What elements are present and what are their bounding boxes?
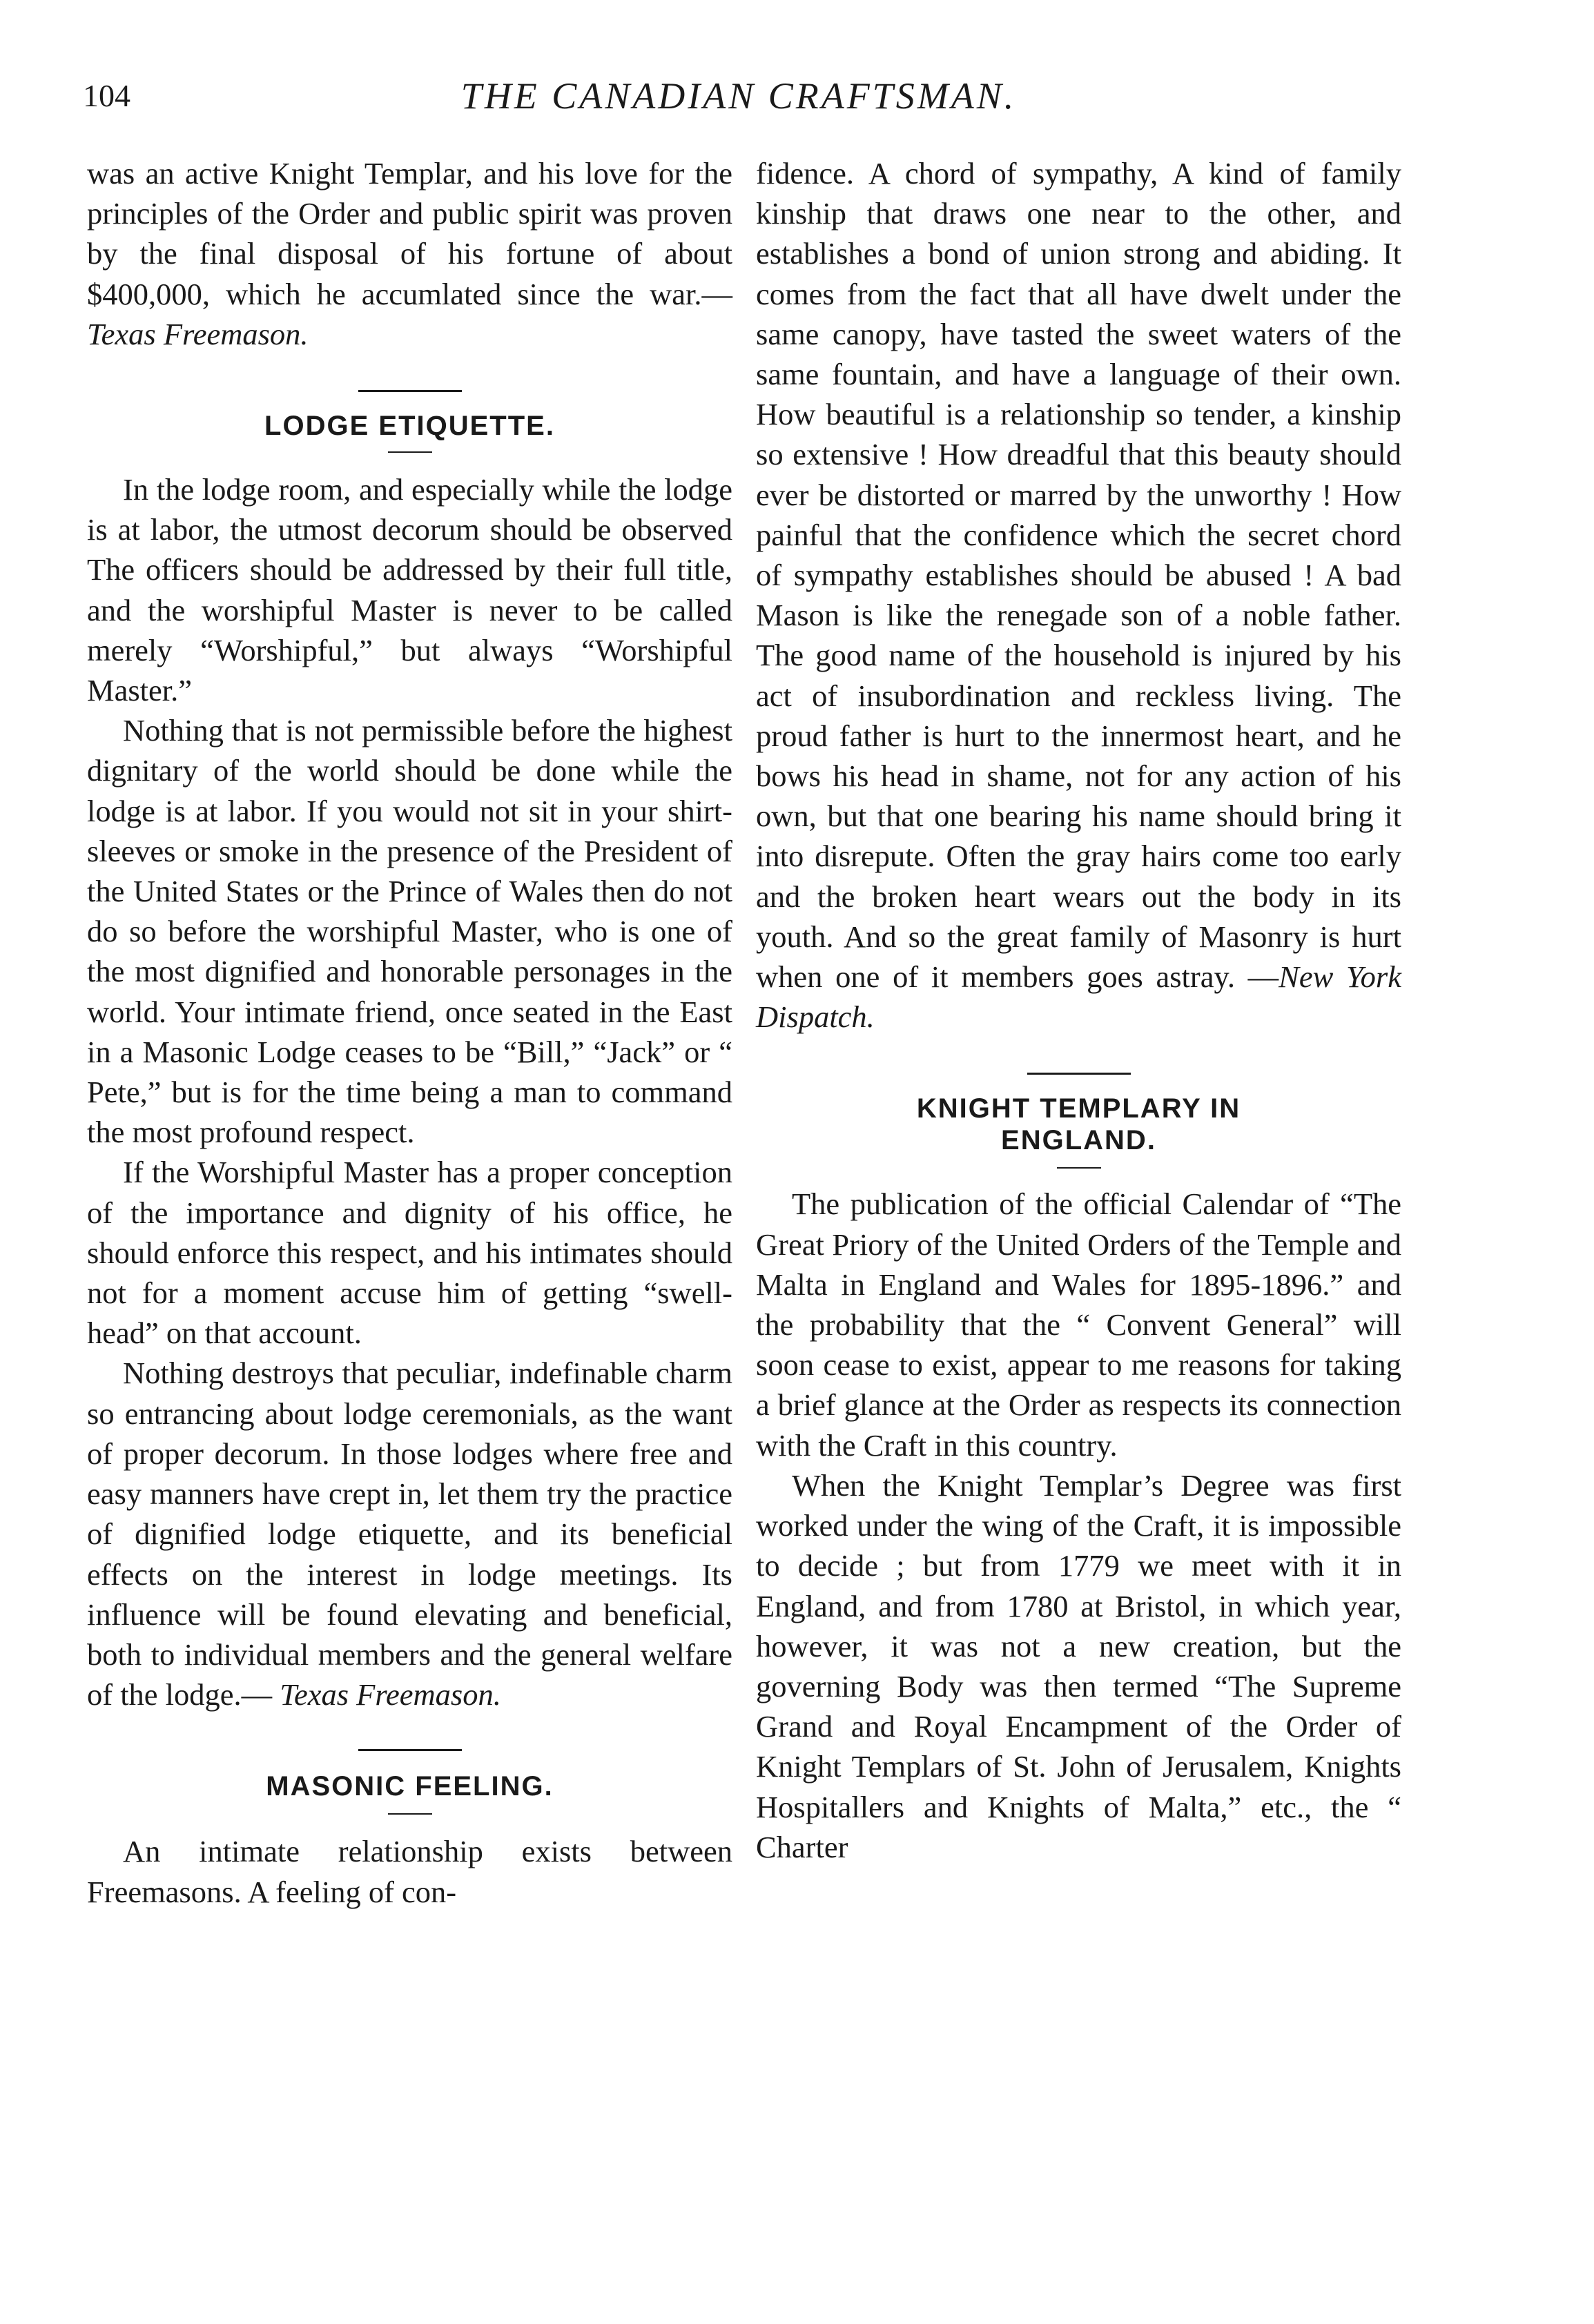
- knight-templary-paragraph-2: When the Knight Templar’s Degree was first worked under the wing of the Craft, it is impossible to decide ; but from 1779 we meet with it in England, and from 1780 at Bristol, in which year, however, it was not a new creation, but the governing Body was then termed “The Supreme Grand and Royal Encampment of the Order of Knight Templars of St. John of Jerusalem, Knights Hospitallers and Knights of Malta,” etc., the “ Charter: [756, 1467, 1401, 1864]
- left-column: [87, 153, 732, 1912]
- lodge-etiquette-paragraph-3: If the Worshipful Master has a proper conception of the importance and dignity of his office, he should enforce this respect, and his intimates should not for a moment accuse him of getting “swell-head” on that account.: [87, 1155, 732, 1351]
- heading-knight-templary-line2: ENGLAND.: [1001, 1125, 1156, 1156]
- lodge-etiquette-paragraph-4-text: Nothing destroys that peculiar, indefinable charm so entrancing about lodge ceremonials, as the want of proper decorum. In those lodges where free and easy manners have crept in, let them try the practice of dignified lodge etiquette, and its beneficial effects on the interest in lodge meetings. Its influence will be found elevating and beneficial, both to individual members and the general welfare of the lodge.—: [87, 1356, 732, 1712]
- running-title: THE CANADIAN CRAFTSMAN.: [460, 75, 1017, 117]
- heading-masonic-feeling: MASONIC FEELING.: [266, 1771, 554, 1802]
- page-number: 104: [83, 78, 130, 113]
- lodge-etiquette-paragraph-4: [87, 1353, 732, 1715]
- lodge-etiquette-citation: Texas Freemason.: [280, 1677, 501, 1712]
- page-header: [83, 72, 1394, 120]
- masonic-feeling-paragraph-start: An intimate relationship exists between Freemasons. A feeling of con-: [87, 1834, 732, 1909]
- heading-underline: [388, 1813, 432, 1815]
- section-divider: [1027, 1073, 1131, 1075]
- masonic-feeling-cont-text: fidence. A chord of sympathy, A kind of family kinship that draws one near to the other, and establishes a bond of union strong and abiding. It comes from the fact that all have dwelt under the same canopy, have tasted the sweet waters of the same fountain, and have a language of their own. How beautiful is a relationship so tender, a kinship so extensive ! How dreadful that this beauty should ever be distorted or marred by the unworthy ! How painful that the confidence which the secret chord of sympathy establishes should be abused ! A bad Mason is like the renegade son of a noble father. The good name of the household is injured by his act of insubordination and reckless living. The proud father is hurt to the innermost heart, and he bows his head in shame, not for any action of his own, but that one bearing his name should bring it into disrepute. Often the gray hairs come too early and the broken heart wears out the body in its youth. And so the great family of Masonry is hurt when one of it members goes astray. —: [756, 156, 1401, 995]
- heading-knight-templary-line1: KNIGHT TEMPLARY IN: [916, 1093, 1241, 1124]
- masonic-feeling-citation: New York Dispatch.: [756, 959, 1401, 1035]
- intro-text: was an active Knight Templar, and his love for the principles of the Order and public spirit was proven by the final disposal of his fortune of about $400,000, which he accumlated since the war.—: [87, 156, 732, 311]
- knight-templary-paragraph-1: The publication of the official Calendar of “The Great Priory of the United Orders of the Temple and Malta in England and Wales for 1895-1896.” and the probability that the “ Convent General” will soon cease to exist, appear to me reasons for taking a brief glance at the Order as respects its connection with the Craft in this country.: [756, 1187, 1401, 1463]
- intro-citation: Texas Freemason.: [87, 316, 309, 351]
- section-divider: [358, 1749, 462, 1751]
- intro-paragraph: [87, 153, 732, 354]
- section-divider: [358, 390, 462, 392]
- heading-underline: [388, 451, 432, 453]
- heading-lodge-etiquette: LODGE ETIQUETTE.: [264, 411, 555, 442]
- lodge-etiquette-paragraph-1: In the lodge room, and especially while the lodge is at labor, the utmost decorum should be observed The officers should be addressed by their full title, and the worshipful Master is never to be called merely “Worshipful,” but always “Worshipful Master.”: [87, 472, 732, 708]
- masonic-feeling-paragraph-cont: [756, 153, 1401, 1037]
- heading-underline: [1057, 1167, 1101, 1169]
- right-column: [756, 153, 1401, 1867]
- lodge-etiquette-paragraph-2: Nothing that is not permissible before the highest dignitary of the world should be done while the lodge is at labor. If you would not sit in your shirt-sleeves or smoke in the presence of the President of the United States or the Prince of Wales then do not do so before the worshipful Master, who is one of the most dignified and honorable personages in the world. Your intimate friend, once seated in the East in a Masonic Lodge ceases to be “Bill,” “Jack” or “ Pete,” but is for the time being a man to command the most profound respect.: [87, 713, 732, 1150]
